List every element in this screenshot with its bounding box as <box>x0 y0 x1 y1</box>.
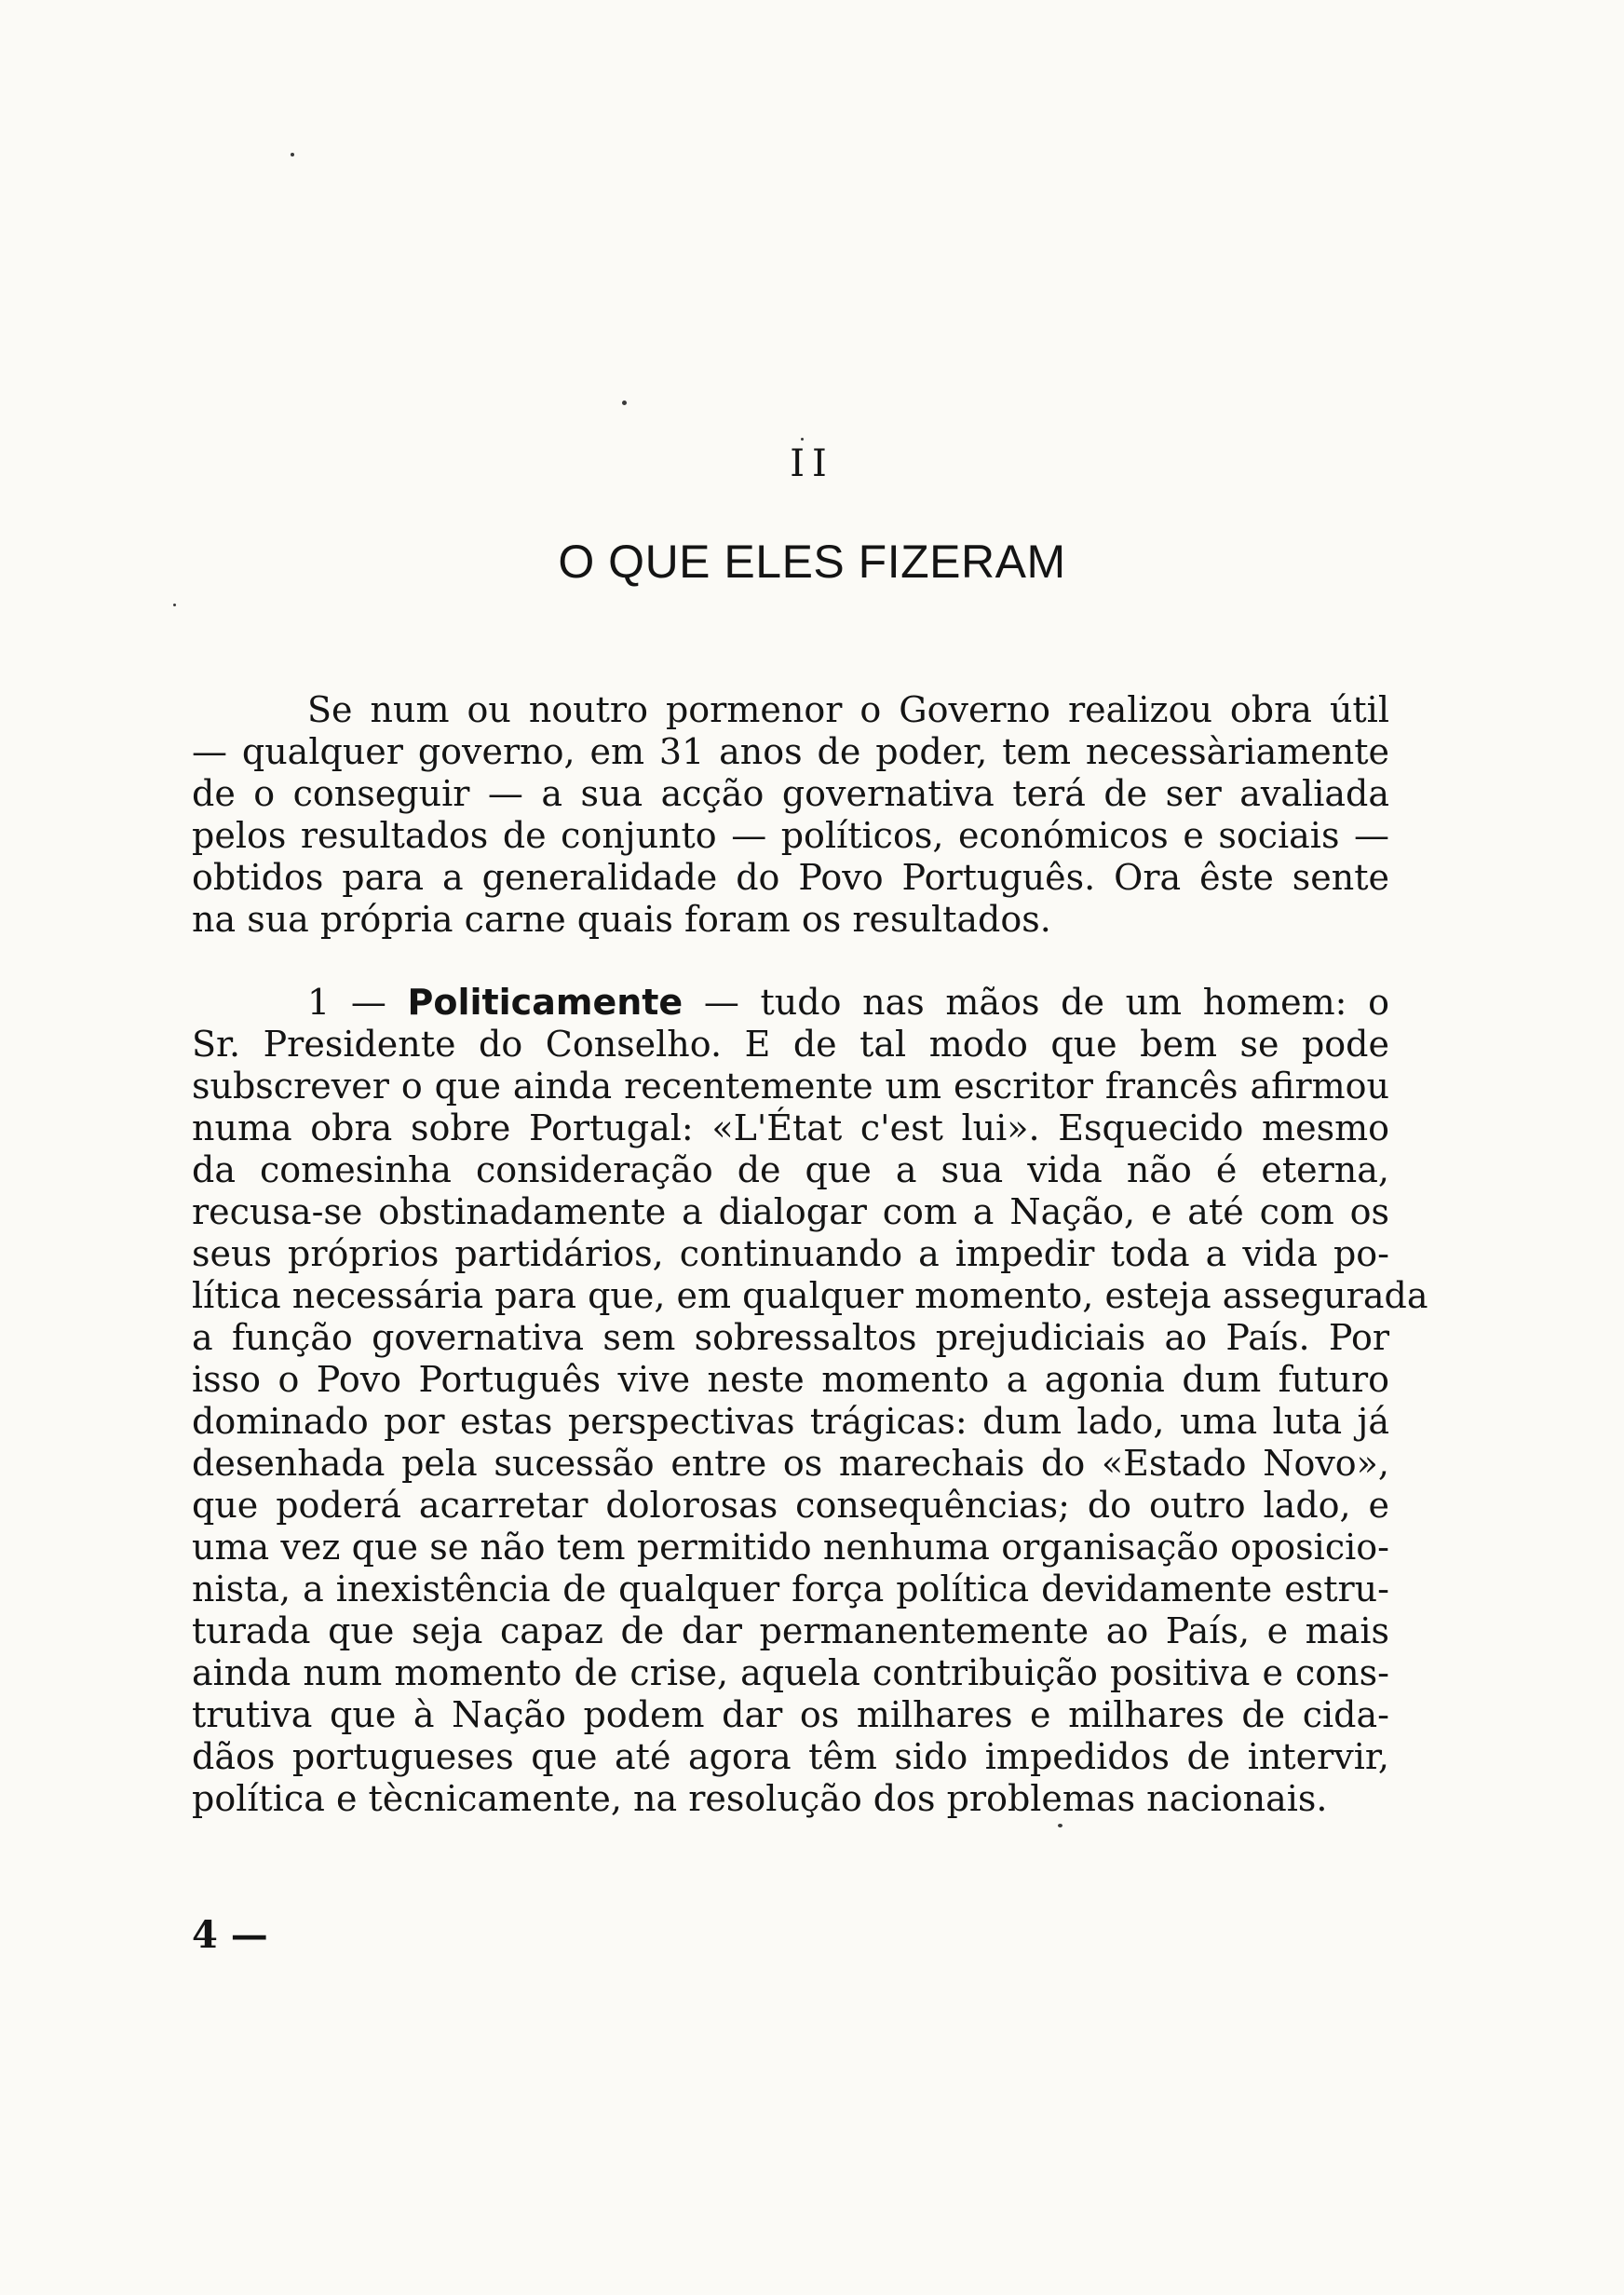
text-line: Se num ou noutro pormenor o Governo realizou obra útil <box>307 689 1389 730</box>
text-line: desenhada pela sucessão entre os marechais do «Estado Novo», <box>192 1443 1389 1484</box>
scan-speck <box>173 604 176 606</box>
text-line: dominado por estas perspectivas trágicas: dum lado, uma luta já <box>192 1401 1389 1442</box>
paragraph-politicamente <box>192 982 1428 1820</box>
text-line: recusa-se obstinadamente a dialogar com a Nação, e até com os <box>192 1191 1389 1232</box>
text-line: a função governativa sem sobressaltos prejudiciais ao País. Por <box>192 1317 1389 1358</box>
text-line: da comesinha consideração de que a sua vida não é eterna, <box>192 1149 1389 1190</box>
text-line: pelos resultados de conjunto — políticos, económicos e sociais — <box>192 815 1389 856</box>
text-line: isso o Povo Português vive neste momento a agonia dum futuro <box>192 1359 1389 1400</box>
text-line: obtidos para a generalidade do Povo Português. Ora êste sente <box>192 857 1389 898</box>
scan-speck <box>622 401 627 405</box>
text-line: ainda num momento de crise, aquela contribuição positiva e cons- <box>192 1652 1389 1693</box>
paragraph-intro <box>192 689 1389 941</box>
section-number: 1 — <box>307 982 386 1023</box>
text-line-lead: — tudo nas mãos de um homem: o <box>703 982 1389 1023</box>
text-line-first <box>192 982 1389 1024</box>
scan-speck <box>291 153 294 156</box>
text-line: nista, a inexistência de qualquer força política devidamente estru- <box>192 1568 1389 1609</box>
text-line: seus próprios partidários, continuando a impedir toda a vida po- <box>192 1233 1389 1274</box>
text-line: Sr. Presidente do Conselho. E de tal modo que bem se pode <box>192 1024 1389 1065</box>
text-line: que poderá acarretar dolorosas consequências; do outro lado, e <box>192 1485 1389 1526</box>
text-line: lítica necessária para que, em qualquer momento, esteja assegurada <box>192 1275 1428 1316</box>
text-line: de o conseguir — a sua acção governativa terá de ser avaliada <box>192 773 1389 814</box>
text-line: política e tècnicamente, na resolução dos problemas nacionais. <box>192 1778 1328 1819</box>
section-heading: Politicamente <box>407 982 683 1023</box>
text-line: uma vez que se não tem permitido nenhuma organisação oposicio- <box>192 1527 1389 1568</box>
page-number: 4 — <box>192 1913 268 1957</box>
text-line: na sua própria carne quais foram os resultados. <box>192 899 1051 940</box>
text-line: trutiva que à Nação podem dar os milhares e milhares de cida- <box>192 1694 1389 1735</box>
text-line: numa obra sobre Portugal: «L'État c'est lui». Esquecido mesmo <box>192 1107 1389 1148</box>
chapter-title: O QUE ELES FIZERAM <box>558 536 1066 588</box>
text-line: — qualquer governo, em 31 anos de poder, tem necessàriamente <box>192 731 1389 772</box>
scan-speck <box>801 438 804 441</box>
text-line: turada que seja capaz de dar permanentemente ao País, e mais <box>192 1610 1389 1651</box>
text-line: dãos portugueses que até agora têm sido impedidos de intervir, <box>192 1736 1389 1777</box>
chapter-number: II <box>790 442 834 485</box>
scan-speck <box>1058 1824 1062 1827</box>
text-line: subscrever o que ainda recentemente um escritor francês afirmou <box>192 1066 1389 1107</box>
